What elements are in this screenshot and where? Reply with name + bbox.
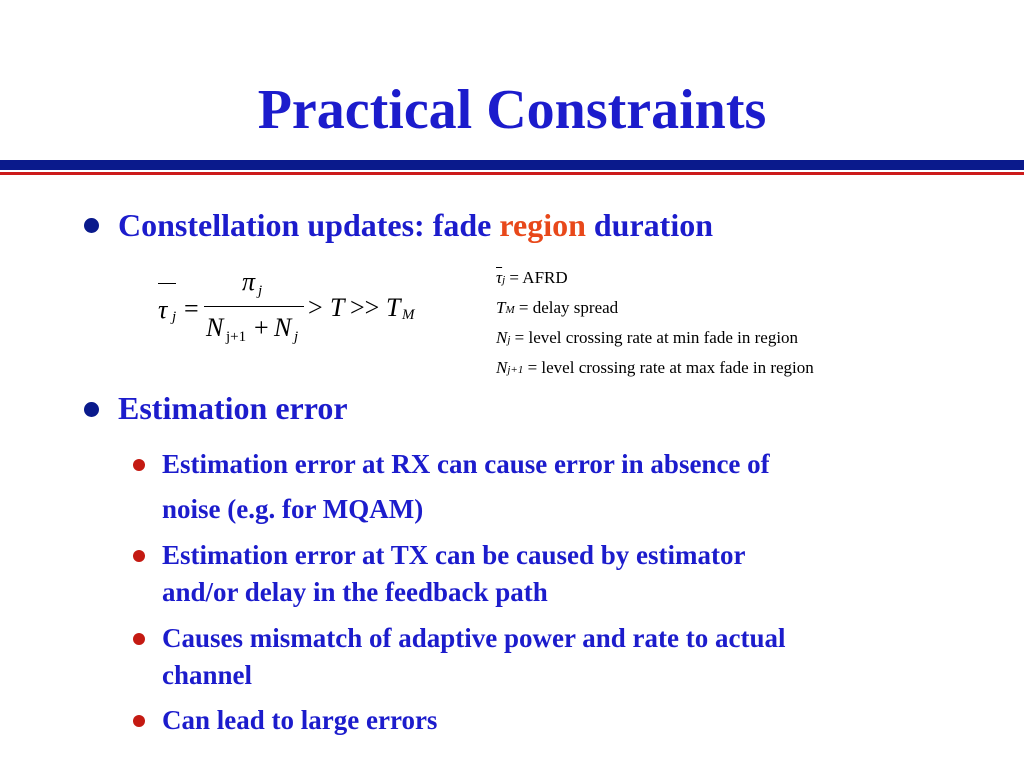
formula-sub: M bbox=[402, 307, 415, 323]
afrd-formula bbox=[150, 265, 430, 355]
def-sub: M bbox=[505, 304, 515, 316]
def-symbol: T bbox=[496, 298, 506, 317]
sub-bullet-line: and/or delay in the feedback path bbox=[162, 577, 548, 607]
def-sub: j bbox=[502, 274, 506, 286]
bullet-text: Constellation updates: fade bbox=[118, 207, 500, 243]
slide-title: Practical Constraints bbox=[257, 79, 767, 141]
formula-den-N2: N bbox=[274, 313, 292, 342]
formula-equals: = bbox=[184, 294, 199, 323]
sub-bullet-mismatch bbox=[162, 620, 952, 694]
bullet-dot bbox=[84, 402, 99, 417]
sub-bullet-dot bbox=[133, 550, 145, 562]
formula-gtgt: >> bbox=[350, 293, 380, 322]
formula-TM: T bbox=[386, 293, 401, 322]
definition-row bbox=[496, 263, 814, 293]
def-symbol: N bbox=[496, 358, 508, 377]
bullet-constellation-updates bbox=[118, 205, 713, 245]
def-text: = delay spread bbox=[518, 298, 619, 317]
highlight-word: region bbox=[499, 207, 586, 243]
def-sub: j bbox=[507, 334, 511, 346]
title-rule-red bbox=[0, 172, 1024, 175]
formula-T: T bbox=[330, 293, 345, 322]
definition-row bbox=[496, 323, 814, 353]
formula-gt: > bbox=[308, 293, 323, 322]
sub-bullet-large-errors bbox=[162, 702, 952, 739]
bullet-dot bbox=[84, 218, 99, 233]
formula-sub: j bbox=[258, 283, 263, 299]
sub-bullet-line: Causes mismatch of adaptive power and rate to actual bbox=[162, 623, 786, 653]
sub-bullet-dot bbox=[133, 459, 145, 471]
symbol-definitions bbox=[496, 263, 814, 383]
formula-plus: + bbox=[254, 313, 269, 342]
bullet-text: duration bbox=[585, 207, 714, 243]
formula-sub: j bbox=[294, 329, 299, 345]
definition-row bbox=[496, 353, 814, 383]
formula-numerator: π bbox=[242, 267, 256, 296]
formula-sub: j bbox=[172, 309, 177, 325]
sub-bullet-tx-error bbox=[162, 537, 952, 611]
sub-bullet-dot bbox=[133, 633, 145, 645]
sub-bullet-rx-error bbox=[162, 446, 952, 528]
formula-den-N1: N bbox=[206, 313, 224, 342]
formula-sub: j+1 bbox=[226, 329, 247, 345]
sub-bullet-dot bbox=[133, 715, 145, 727]
def-symbol: N bbox=[496, 328, 508, 347]
sub-bullet-line: Can lead to large errors bbox=[162, 705, 438, 735]
title-rule-blue bbox=[0, 160, 1024, 170]
def-text: = level crossing rate at min fade in region bbox=[514, 328, 799, 347]
sub-bullet-line: noise (e.g. for MQAM) bbox=[162, 494, 424, 524]
formula-tau: τ bbox=[158, 295, 168, 324]
def-symbol: $\overline{\tau}$ bbox=[496, 268, 503, 287]
definition-row bbox=[496, 293, 814, 323]
def-text: = level crossing rate at max fade in region bbox=[527, 358, 814, 377]
sub-bullet-line: channel bbox=[162, 660, 253, 690]
sub-bullet-line: Estimation error at RX can cause error in absence of bbox=[162, 449, 770, 479]
bullet-estimation-error: Estimation error bbox=[118, 390, 348, 426]
def-text: = AFRD bbox=[509, 268, 568, 287]
def-sub: j+1 bbox=[507, 364, 524, 376]
sub-bullet-line: Estimation error at TX can be caused by estimator bbox=[162, 540, 746, 570]
